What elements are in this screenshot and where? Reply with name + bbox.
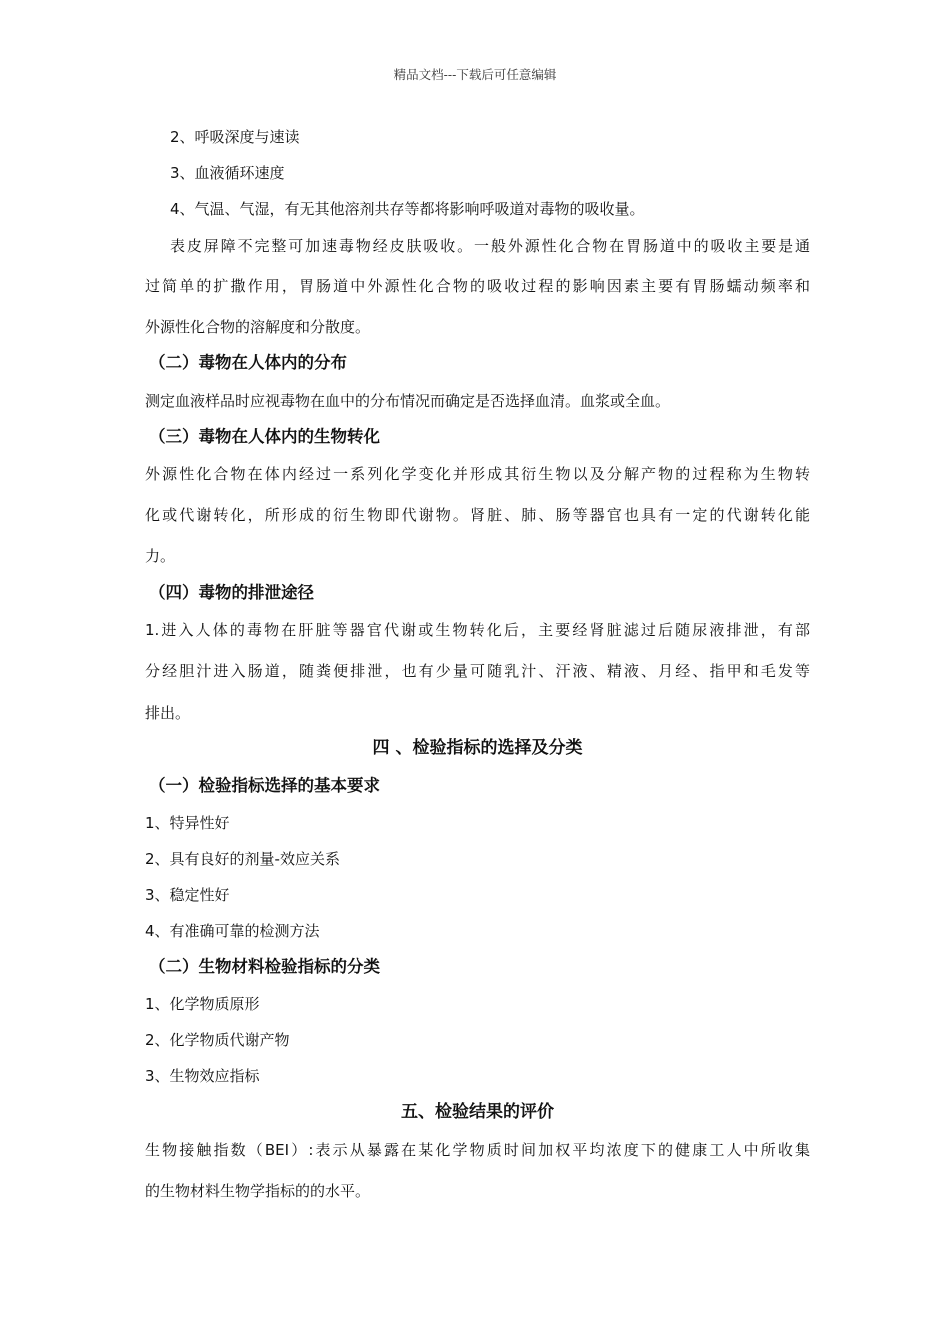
paragraph-line: 测定血液样品时应视毒物在血中的分布情况而确定是否选择血清。血浆或全血。 bbox=[145, 392, 671, 410]
section-heading: （三）毒物在人体内的生物转化 bbox=[149, 427, 380, 446]
chapter-title: 四 、检验指标的选择及分类 bbox=[372, 738, 583, 758]
paragraph-line: 表皮屏障不完整可加速毒物经皮肤吸收。一般外源性化合物在胃肠道中的吸收主要是通 bbox=[170, 237, 810, 255]
page-header: 精品文档---下载后可任意编辑 bbox=[393, 67, 557, 82]
paragraph-line: 力。 bbox=[145, 547, 176, 565]
list-item: 4、气温、气湿，有无其他溶剂共存等都将影响呼吸道对毒物的吸收量。 bbox=[170, 200, 645, 218]
list-item: 3、生物效应指标 bbox=[145, 1067, 260, 1085]
list-item: 4、有准确可靠的检测方法 bbox=[145, 922, 320, 940]
list-item: 1、化学物质原形 bbox=[145, 995, 260, 1013]
section-heading: （四）毒物的排泄途径 bbox=[149, 583, 314, 602]
paragraph-line: 外源性化合物在体内经过一系列化学变化并形成其衍生物以及分解产物的过程称为生物转 bbox=[145, 465, 810, 483]
section-heading: （二）生物材料检验指标的分类 bbox=[149, 957, 380, 976]
paragraph-line: 生物接触指数（BEI）:表示从暴露在某化学物质时间加权平均浓度下的健康工人中所收集 bbox=[145, 1141, 810, 1159]
list-item: 3、稳定性好 bbox=[145, 886, 230, 904]
paragraph-line: 排出。 bbox=[145, 704, 191, 722]
list-item: 2、具有良好的剂量-效应关系 bbox=[145, 850, 340, 868]
section-heading: （一）检验指标选择的基本要求 bbox=[149, 776, 380, 795]
section-heading: （二）毒物在人体内的分布 bbox=[149, 353, 347, 372]
paragraph-line: 外源性化合物的溶解度和分散度。 bbox=[145, 318, 371, 336]
chapter-title: 五、检验结果的评价 bbox=[401, 1102, 554, 1122]
paragraph-line: 的生物材料生物学指标的的水平。 bbox=[145, 1182, 371, 1200]
list-item: 3、血液循环速度 bbox=[170, 164, 285, 182]
paragraph-line: 分经胆汁进入肠道，随粪便排泄，也有少量可随乳汁、汗液、精液、月经、指甲和毛发等 bbox=[145, 662, 810, 680]
list-item: 2、化学物质代谢产物 bbox=[145, 1031, 290, 1049]
paragraph-line: 化或代谢转化，所形成的衍生物即代谢物。肾脏、肺、肠等器官也具有一定的代谢转化能 bbox=[145, 506, 810, 524]
paragraph-line: 1.进入人体的毒物在肝脏等器官代谢或生物转化后，主要经肾脏滤过后随尿液排泄，有部 bbox=[145, 621, 810, 639]
list-item: 2、呼吸深度与速读 bbox=[170, 128, 300, 146]
paragraph-line: 过简单的扩撒作用，胃肠道中外源性化合物的吸收过程的影响因素主要有胃肠蠕动频率和 bbox=[145, 277, 810, 295]
list-item: 1、特异性好 bbox=[145, 814, 230, 832]
